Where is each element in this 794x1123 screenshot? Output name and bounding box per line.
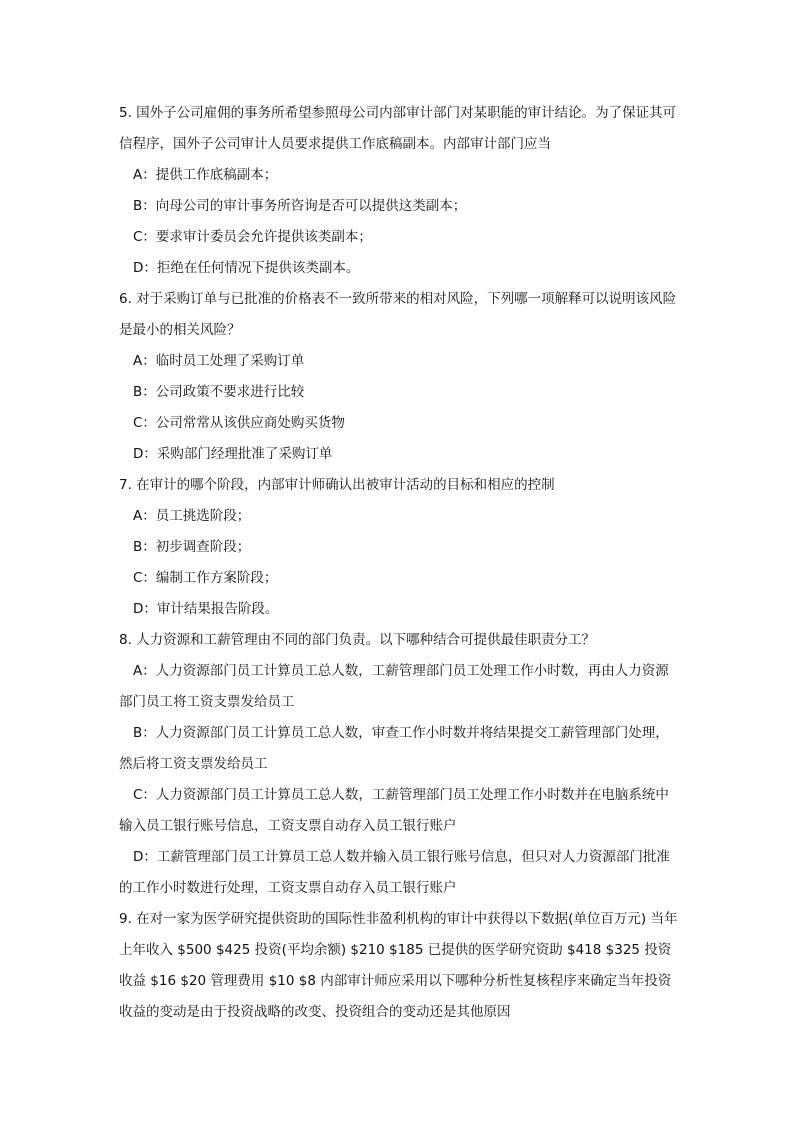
question-7-option-b: B：初步调查阶段； bbox=[133, 539, 251, 555]
question-8-option-b: B：人力资源部门员工计算员工总人数，审查工作小时数并将结果提交工薪管理部门处理，然后将工资支票发给员工 bbox=[119, 725, 669, 772]
question-6-text: 6. 对于采购订单与已批准的价格表不一致所带来的相对风险，下列哪一项解释可以说明该风险是最小的相关风险？ bbox=[119, 291, 677, 338]
question-7-option-d: D：审计结果报告阶段。 bbox=[133, 601, 279, 617]
question-7-option-c: C：编制工作方案阶段； bbox=[133, 570, 278, 586]
question-8-option-d: D：工薪管理部门员工计算员工总人数并输入员工银行账号信息，但只对人力资源部门批准的工作小时数进行处理，工资支票自动存入员工银行账户 bbox=[119, 849, 670, 896]
question-5-option-a: A：提供工作底稿副本； bbox=[133, 167, 278, 183]
question-7-text: 7. 在审计的哪个阶段，内部审计师确认出被审计活动的目标和相应的控制 bbox=[119, 477, 555, 493]
document-body bbox=[119, 98, 679, 1028]
question-6-option-d: D：采购部门经理批准了采购订单 bbox=[133, 446, 333, 462]
question-8-option-a: A：人力资源部门员工计算员工总人数，工薪管理部门员工处理工作小时数，再由人力资源部门员工将工资支票发给员工 bbox=[119, 663, 669, 710]
question-6-option-b: B：公司政策不要求进行比较 bbox=[133, 384, 305, 400]
question-9-text: 9. 在对一家为医学研究提供资助的国际性非盈利机构的审计中获得以下数据(单位百万元) 当年 上年收入 $500 $425 投资(平均余额) $210 $185 已提供的医学研究资助 $418 $325 投资收益 $16 $20 管理费用 $10 $8 内部审计师应采用以下哪种分析性复核程序来确定当年投资收益的变动是由于投资战略的改变、投资组合的变动还是其他原因 bbox=[119, 911, 678, 1020]
question-8-option-c: C：人力资源部门员工计算员工总人数，工薪管理部门员工处理工作小时数并在电脑系统中输入员工银行账号信息，工资支票自动存入员工银行账户 bbox=[119, 787, 669, 834]
question-5-option-b: B：向母公司的审计事务所咨询是否可以提供这类副本； bbox=[133, 198, 467, 214]
question-8-text: 8. 人力资源和工薪管理由不同的部门负责。以下哪种结合可提供最佳职责分工？ bbox=[119, 632, 596, 648]
question-5-option-d: D：拒绝在任何情况下提供该类副本。 bbox=[133, 260, 360, 276]
question-5-option-c: C：要求审计委员会允许提供该类副本； bbox=[133, 229, 372, 245]
question-7-option-a: A：员工挑选阶段； bbox=[133, 508, 251, 524]
question-6-option-a: A：临时员工处理了采购订单 bbox=[133, 353, 305, 369]
question-5-text: 5. 国外子公司雇佣的事务所希望参照母公司内部审计部门对某职能的审计结论。为了保证其可信程序，国外子公司审计人员要求提供工作底稿副本。内部审计部门应当 bbox=[119, 105, 677, 152]
question-6-option-c: C：公司常常从该供应商处购买货物 bbox=[133, 415, 345, 431]
